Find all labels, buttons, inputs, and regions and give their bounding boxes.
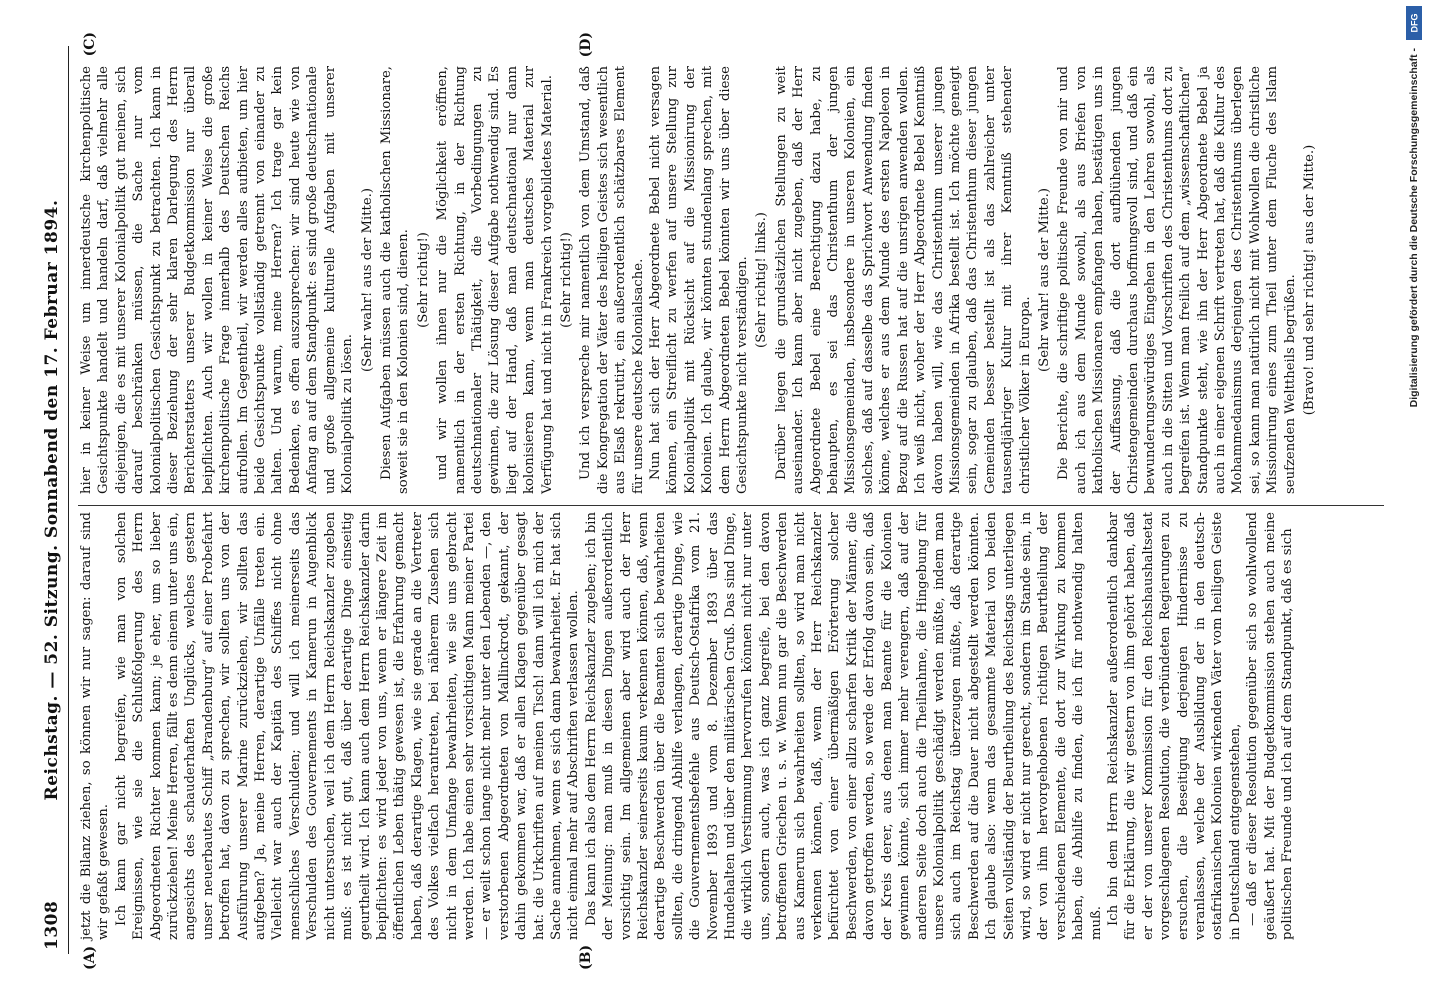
page-header xyxy=(38,46,69,954)
session-title: Reichstag. — 52. Sitzung. Sonnabend den 17. Februar 1894. xyxy=(42,199,62,801)
interjection: (Bravo! und sehr richtig! aus der Mitte.) xyxy=(1302,144,1318,416)
paragraph: Ich kann gar nicht begreifen, wie man von solchen Ereignissen, wie sie die Schlußfolgerung des Herrn Abgeordneten Richter kommen kann; je eher, um so lieber zurückziehen! Meine Herren, fällt es denn einem unter uns ein, angesichts des schauderhaften Unglücks, welches gestern unser neuerbautes Schiff „Brandenburg“ auf einer Probefahrt betroffen hat, davon zu sprechen, wir sollten uns von der Ausführung unserer Marine zurückziehen, wir sollten das aufgeben? Ja, meine Herren, derartige Unfälle treten ein. Vielleicht war auch der Kapitän des Schiffes nicht ohne menschliches Verschulden; und will ich meinerseits das Verschulden des Gouvernements in Kamerun in Augenblick nicht untersuchen, weil ich dem Herrn Reichskanzler zugeben muß: es ist nicht gut, daß über derartige Dinge einseitig geurtheilt wird. Ich kann auch dem Herrn Reichskanzler darin beipflichten: es wird jeder von uns, wenn er längere Zeit im öffentlichen Leben thätig gewesen ist, die Erfahrung gemacht haben, daß derartige Klagen, wie sie gerade an die Vertreter des Volkes vielfach herantreten, bei näherem Zusehen sich nicht in dem Umfange bewahrheiten, wie sie uns gebracht werden. Ich habe einen sehr vorsichtigen Mann meiner Partei — er weilt schon lange nicht mehr unter den Lebenden —, den verstorbenen Abgeordneten von Mallinckrodt, gekannt, der dahin gekommen war, daß er allen Klagen gegenüber gesagt hat: die Urkchriften auf meinen Tisch! dann will ich mich der Sache annehmen, wenn es sich dann bewahrheitet. Er hat sich nicht einmal mehr auf Abschriften verlassen wollen. xyxy=(113,512,582,940)
paragraph: hier in keiner Weise um innerdeutsche kirchenpolitische Gesichtspunkte handelt und handeln darf, daß vielmehr alle diejenigen, die es mit unserer Kolonialpolitik gut meinen, sich darauf beschränken müssen, die Sache nur vom kolonialpolitischen Gesichtspunkt zu betrachten. Ich kann in dieser Beziehung der sehr klaren Darlegung des Herrn Berichterstatters unserer Budgetkommission nur überall beipflichten. Auch wir wollen in keiner Weise die große kirchenpolitische Frage innerhalb des Deutschen Reichs aufrollen. Im Gegentheil, wir werden alles aufbieten, um hier beide Gesichtspunkte vollständig getrennt von einander zu halten. Und warum, meine Herren? Ich trage gar kein Bedenken, es offen auszusprechen: wir sind heute wie von Anfang an auf dem Standpunkt: es sind große deutschnationale und große allgemeine kulturelle Aufgaben mit unserer Kolonialpolitik zu lösen. xyxy=(79,66,356,494)
paragraph: und wir wollen ihnen nur die Möglichkeit eröffnen, namentlich in der ersten Richtung, in der Richtung deutschnationaler Thätigkeit, die Vorbedingungen zu gewinnen, die zur Lösung dieser Aufgabe nothwendig sind. Es liegt auf der Hand, daß man deutschnational nur dann kolonisieren kann, wenn man deutsches Material zur Verfügung hat und nicht in Frankreich vorgebildetes Material. xyxy=(435,66,555,494)
margin-marker-d: (D) xyxy=(578,32,594,58)
margin-marker-b: (B) xyxy=(578,944,594,970)
paragraph: Diesen Aufgaben müssen auch die katholischen Missionare, soweit sie in den Kolonien sind, dienen. xyxy=(378,66,412,494)
paragraph: jetzt die Bilanz ziehen, so können wir nur sagen: darauf sind wir gefaßt gewesen. xyxy=(79,512,112,940)
interjection: (Sehr richtig!) xyxy=(415,232,431,328)
interjection: (Sehr wahr! aus der Mitte.) xyxy=(359,188,375,372)
document-page xyxy=(30,30,1402,970)
paragraph: Die Berichte, die schriftige politische Freunde von mir und auch ich aus dem Munde sowohl, als aus Briefen von katholischen Missionaren empfangen haben, bestätigen uns in der Auffassung, daß die dort aufblühenden jungen Christengemeinden durchaus hoffnungsvoll sind, und daß ein bewunderungswürdiges Eingehen in den Lehren sowohl, als auch in die Sitten und Vorschriften des Christenthums dort zu begreifen ist. Wenn man freilich auf dem „wissenschaftlichen“ Standpunkte steht, wie ihn der Herr Abgeordnete Bebel ja auch in einer eigenen Schrift vertreten hat, daß die Kultur des Mohammedanismus derjenigen des Christenthums überlegen sei, so kann man natürlich nicht mit Wohlwollen die christliche Missionirung eines zum Theil unter dem Fluche des Islam seufzenden Welttheils begrüßen. xyxy=(1056,66,1298,494)
margin-marker-c: (C) xyxy=(82,32,98,57)
right-column xyxy=(78,60,1384,500)
paragraph: Und ich verspreche mir namentlich von dem Umstand, daß die Kongregation der Väter des heiligen Geistes sich wesentlich aus Elsaß rekrutirt, ein außerordentlich schätzbares Element für unsere deutsche Kolonialsache. xyxy=(578,66,646,494)
margin-marker-a: (A) xyxy=(82,945,98,970)
left-column xyxy=(78,505,1384,946)
paragraph: Nun hat sich der Herr Abgeordnete Bebel nicht versagen können, ein Streiflicht zu werfen auf unsere Stellung zur Kolonialpolitik mit Rücksicht auf die Missionirung der Kolonien. Ich glaube, wir könnten stundenlang sprechen, mit dem Herrn Abgeordneten Bebel könnten wir uns über diese Gesichtspunkte nicht verständigen. xyxy=(648,66,751,494)
dfg-logo: DFG xyxy=(1406,6,1422,40)
paragraph: — daß er dieser Resolution gegenüber sich so wohlwollend geäußert hat. Mit der Budgetkommission stehen auch meine politischen Freunde und ich auf dem Standpunkt, daß es sich xyxy=(1245,512,1296,940)
digitization-credit xyxy=(1398,0,1428,1000)
paragraph: Das kann ich also dem Herrn Reichskanzler zugeben; ich bin der Meinung: man muß in diesen Dingen außerordentlich vorsichtig sein. Im allgemeinen aber wird auch der Herr Reichskanzler seinerseits kaum verkennen können, daß, wenn derartige Beschwerden über die Beamten sich bewahrheiten sollten, die dringend Abhilfe verlangen, derartige Dinge, wie die Gouvernementsbefehle aus Deutsch-Ostafrika vom 21. November 1893 und vom 8. Dezember 1893 über das Hundehalten und über den militärischen Gruß. Das sind Dinge, die wirklich Verstimmung hervorrufen können nicht nur unter uns, sondern auch, was ich ganz begreife, bei den davon betroffenen Griechen u. s. w. Wenn nun gar die Beschwerden aus Kamerun sich bewahrheiten sollten, so wird man nicht verkennen können, daß, wenn der Herr Reichskanzler befürchtet von einer übermäßigen Erörterung solcher Beschwerden, von einer allzu scharfen Kritik der Männer, die davon getroffen werden, so werde der Erfolg davon sein, daß der Kreis derer, aus denen man Beamte für die Kolonien gewinnen könnte, sich immer mehr verengern, daß auf der anderen Seite doch auch die Theilnahme, die Hingebung für unsere Kolonialpolitik geschädigt werden müßte, indem man sich auch im Reichstag überzeugen müßte, daß derartige Beschwerden auf die Dauer nicht abgestellt werden könnten. Ich glaube also: wenn das gesammte Material von beiden Seiten vollständig der Beurtheilung des Reichstags unterliegen wird, so wird er nicht nur gerecht, sondern im Stande sein, in der von ihm hervorgehobenen richtigen Beurtheilung der verschiedenen Elemente, die dort zur Wirkung zu kommen haben, die Abhilfe zu finden, die ich für nothwendig halten muß. xyxy=(583,512,1104,940)
paragraph: Darüber liegen die grundsätzlichen Stellungen zu weit auseinander. Ich kann aber nicht zugeben, daß der Herr Abgeordnete Bebel eine Berechtigung dazu habe, zu behaupten, es sei das Christenthum der jungen Missionsgemeinden, insbesondere in unseren Kolonien, ein solches, daß auf dasselbe das Sprichwort Anwendung finden könne, welches er aus dem Munde des ersten Napoleon in Bezug auf die Russen hat auf die unsrigen anwenden wollen. Ich weiß nicht, woher der Herr Abgeordnete Bebel Kenntniß davon haben will, wie das Christenthum unserer jungen Missionsgemeinden in Afrika bestellt ist. Ich möchte geneigt sein, sogar zu glauben, daß das Christenthum dieser jungen Gemeinden besser bestellt ist als das zahlreicher unter tausendjähriger Kultur mit ihrer Kenntniß stehender christlicher Völker in Europa. xyxy=(773,66,1033,494)
credit-text: Digitalisierung gefördert durch die Deutsche Forschungsgemeinschaft - xyxy=(1408,48,1420,408)
page-number: 1308 xyxy=(42,900,62,950)
interjection: (Sehr richtig!) xyxy=(558,232,574,328)
paragraph: Ich bin dem Herrn Reichskanzler außerordentlich dankbar für die Erklärung, die wir gestern von ihm gehört haben, daß er der von unserer Kommission für den Reichshaushaltsetat vorgeschlagenen Resolution, die verbündeten Regierungen zu ersuchen, die Beseitigung derjenigen Hindernisse zu veranlassen, welche der Ausbildung der in den deutsch-ostafrikanischen Kolonien wirkenden Väter vom heiligen Geiste in Deutschland entgegenstehen, xyxy=(1105,512,1243,940)
interjection: (Sehr wahr! aus der Mitte.) xyxy=(1036,188,1052,372)
interjection: (Sehr richtig! links.) xyxy=(754,212,770,348)
